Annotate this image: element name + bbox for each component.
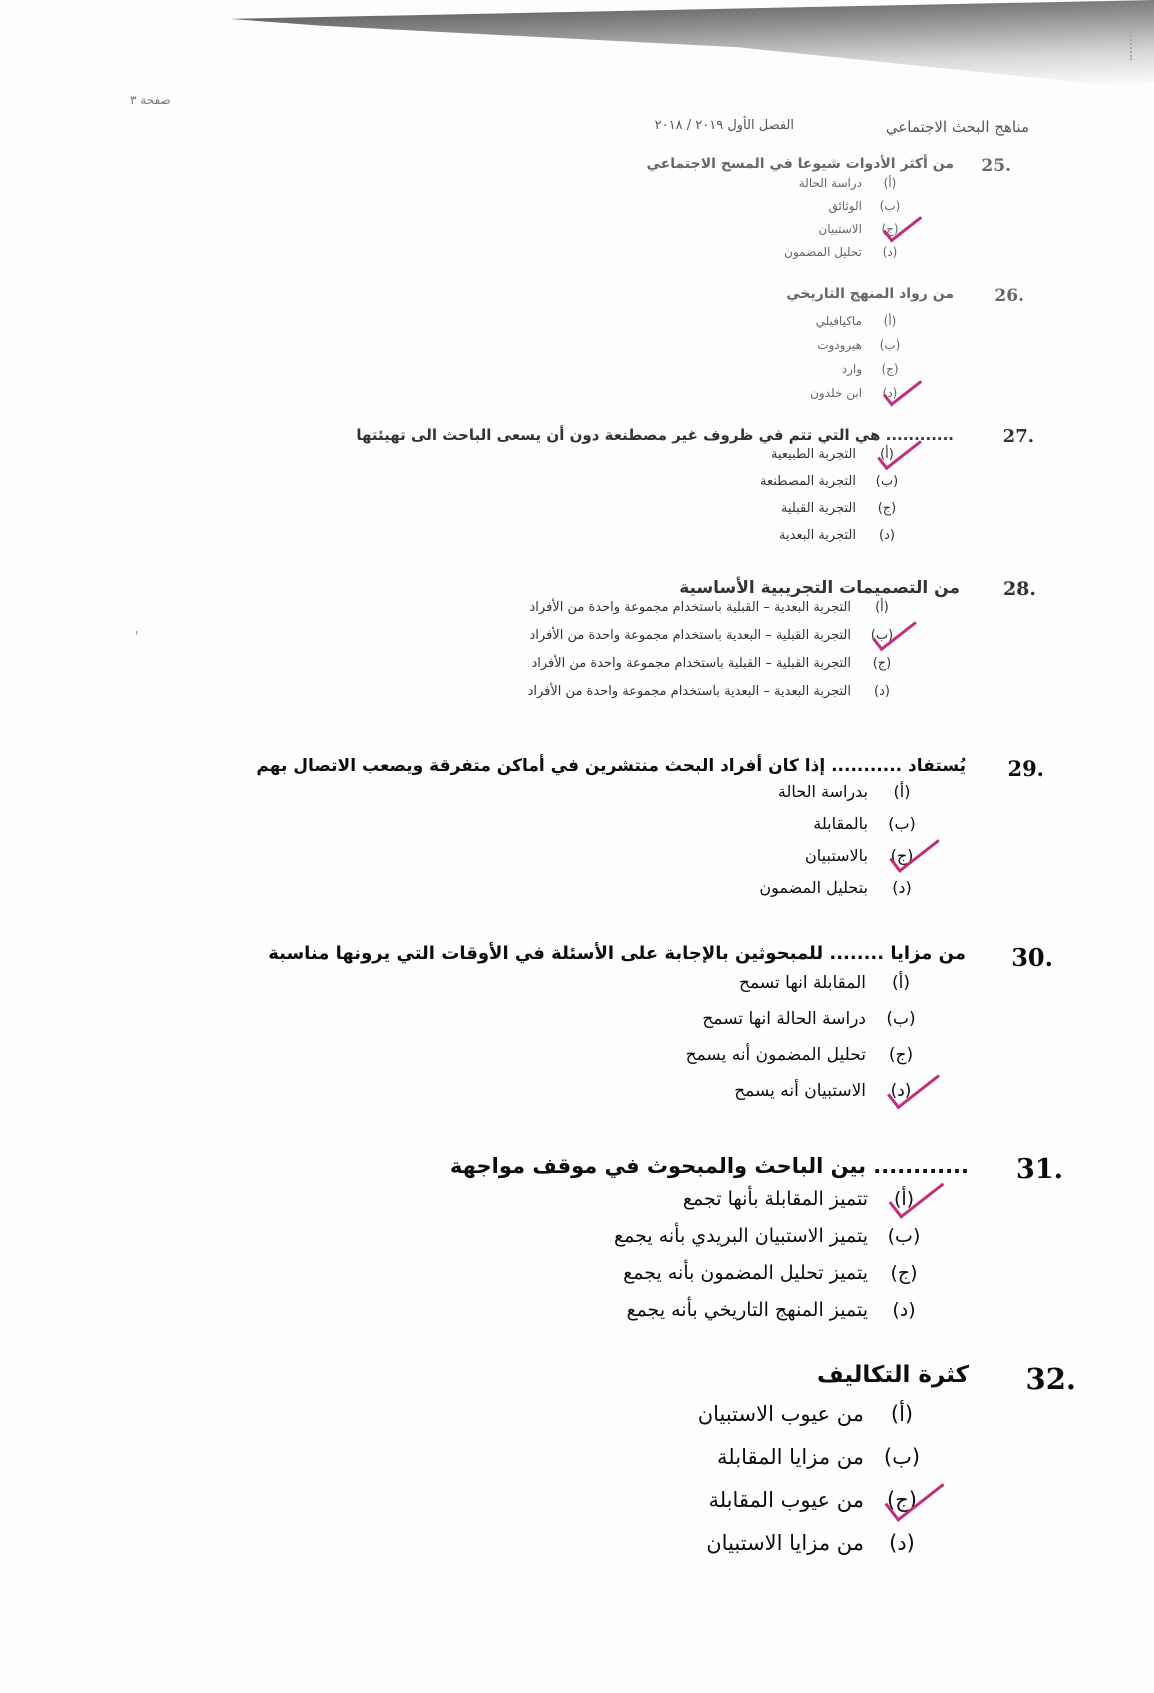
- question-stem: من التصميمات التجريبية الأساسية: [679, 578, 960, 598]
- page-header: [130, 93, 1029, 142]
- option-text: هيرودوت: [817, 338, 862, 352]
- option-letter: (ب): [886, 1009, 916, 1029]
- answer-option: [683, 1188, 926, 1210]
- answer-option: [799, 176, 904, 190]
- question-number: 28.: [1002, 578, 1036, 600]
- answer-option: [805, 846, 922, 865]
- option-letter: (ب): [879, 199, 901, 213]
- page-number: صفحة ٣: [130, 93, 171, 107]
- answer-option: [818, 222, 904, 236]
- answer-option: [813, 814, 922, 833]
- answer-option: [810, 386, 904, 400]
- option-letter: (ج): [888, 1045, 914, 1065]
- answer-option: [781, 501, 904, 516]
- answer-option: [739, 973, 922, 993]
- answer-option: [698, 1402, 926, 1426]
- option-text: من مزايا الاستبيان: [706, 1531, 864, 1555]
- option-text: تحليل المضمون أنه يسمح: [685, 1045, 866, 1065]
- option-text: الاستبيان أنه يسمح: [734, 1081, 866, 1101]
- option-text: التجربة البعدية – القبلية باستخدام مجموعة واحدة من الأفراد: [529, 600, 851, 615]
- answer-option: [708, 1488, 926, 1512]
- question-stem: ............ بين الباحث والمبحوث في موقف مواجهة: [449, 1154, 969, 1178]
- answer-option: [828, 199, 904, 213]
- option-text: التجربة الطبيعية: [770, 447, 856, 462]
- option-text: يتميز الاستبيان البريدي بأنه يجمع: [614, 1225, 868, 1247]
- answer-option: [734, 1081, 922, 1101]
- option-text: بالمقابلة: [813, 814, 868, 833]
- option-letter: (ج): [881, 362, 899, 376]
- option-text: التجربة القبلية – القبلية باستخدام مجموعة واحدة من الأفراد: [531, 656, 851, 671]
- answer-option: [779, 528, 904, 543]
- question-stem: ............ هي التي تتم في ظروف غير مصطنعة دون أن يسعى الباحث الى تهيئتها: [356, 426, 954, 444]
- option-letter: (د): [892, 1299, 916, 1321]
- answer-option: [623, 1262, 926, 1284]
- option-text: ماكيافيلي: [815, 314, 862, 328]
- option-letter: (ج): [887, 1488, 917, 1512]
- question-number: 26.: [994, 286, 1024, 306]
- option-letter: (أ): [892, 973, 910, 993]
- answer-option: [531, 656, 899, 671]
- corner-staple-mark: [1130, 20, 1146, 60]
- option-text: التجربة المصطنعة: [760, 474, 856, 489]
- answer-option: [817, 338, 904, 352]
- answer-option: [686, 1045, 922, 1065]
- answer-option: [528, 684, 899, 699]
- question-number: 31.: [1016, 1154, 1063, 1185]
- option-letter: (د): [882, 386, 898, 400]
- option-letter: (أ): [875, 600, 889, 615]
- option-letter: (ج): [877, 501, 897, 516]
- answer-option: [626, 1299, 926, 1321]
- course-title: مناهج البحث الاجتماعي: [885, 118, 1029, 136]
- question-number: 29.: [1007, 756, 1044, 781]
- question-stem: يُستفاد ........... إذا كان أفراد البحث منتشرين في أماكن متفرقة ويصعب الاتصال بهم: [256, 756, 966, 776]
- option-text: التجربة البعدية: [779, 528, 856, 543]
- option-text: بالاستبيان: [805, 846, 868, 865]
- option-letter: (ب): [887, 1225, 921, 1247]
- option-text: بدراسة الحالة: [777, 782, 868, 801]
- stray-mark: ˈ: [135, 630, 139, 645]
- option-letter: (د): [889, 1531, 915, 1555]
- option-letter: (ج): [890, 1262, 918, 1284]
- option-letter: (ب): [883, 1445, 921, 1469]
- option-text: من مزايا المقابلة: [717, 1445, 864, 1469]
- question-stem: من رواد المنهج التاريخي: [786, 286, 954, 302]
- answer-option: [530, 600, 899, 615]
- option-text: يتميز تحليل المضمون بأنه يجمع: [623, 1262, 868, 1284]
- option-text: دراسة الحالة انها تسمح: [702, 1009, 866, 1029]
- option-text: التجربة القبلية – البعدية باستخدام مجموعة واحدة من الأفراد: [529, 628, 851, 643]
- option-letter: (أ): [890, 1402, 914, 1426]
- answer-option: [614, 1225, 926, 1247]
- option-text: تحليل المضمون: [784, 245, 862, 259]
- option-letter: (ج): [881, 222, 899, 236]
- option-letter: (د): [890, 1081, 912, 1101]
- option-letter: (د): [882, 245, 898, 259]
- option-text: تتميز المقابلة بأنها تجمع: [682, 1188, 868, 1210]
- option-text: ابن خلدون: [810, 386, 862, 400]
- question-stem: كثرة التكاليف: [817, 1362, 969, 1388]
- option-letter: (ج): [890, 846, 914, 865]
- answer-option: [771, 447, 904, 462]
- question-number: 32.: [1025, 1362, 1076, 1396]
- term-label: الفصل الأول ٢٠١٩ / ٢٠١٨: [654, 118, 794, 133]
- option-letter: (ج): [872, 656, 892, 671]
- answer-option: [530, 628, 899, 643]
- option-text: يتميز المنهج التاريخي بأنه يجمع: [626, 1299, 868, 1321]
- answer-option: [760, 474, 904, 489]
- option-text: بتحليل المضمون: [759, 878, 868, 897]
- question-stem: من أكثر الأدوات شيوعا في المسح الاجتماعي: [646, 156, 954, 172]
- option-letter: (ب): [870, 628, 894, 643]
- option-letter: (ب): [888, 814, 916, 833]
- option-letter: (د): [874, 684, 890, 699]
- option-text: التجربة البعدية – البعدية باستخدام مجموعة واحدة من الأفراد: [527, 684, 851, 699]
- scanner-shadow: [230, 0, 1154, 86]
- answer-option: [706, 1531, 926, 1555]
- option-letter: (د): [879, 528, 895, 543]
- answer-option: [702, 1009, 922, 1029]
- option-letter: (د): [892, 878, 912, 897]
- option-letter: (أ): [883, 176, 897, 190]
- option-letter: (ب): [875, 474, 899, 489]
- option-text: وارد: [841, 362, 862, 376]
- question-number: 27.: [1002, 426, 1034, 447]
- option-letter: (ب): [879, 338, 901, 352]
- option-text: التجربة القبلية: [780, 501, 856, 516]
- question-number: 25.: [981, 156, 1011, 176]
- option-text: الاستبيان: [818, 222, 862, 236]
- answer-option: [816, 314, 904, 328]
- option-text: المقابلة انها تسمح: [739, 973, 866, 993]
- option-letter: (أ): [893, 1188, 915, 1210]
- question-stem: من مزايا ........ للمبحوثين بالإجابة على الأسئلة في الأوقات التي يرونها مناسبة: [268, 943, 966, 964]
- question-number: 30.: [1011, 943, 1053, 972]
- option-text: من عيوب المقابلة: [708, 1488, 864, 1512]
- option-text: من عيوب الاستبيان: [697, 1402, 864, 1426]
- answer-option: [784, 245, 904, 259]
- option-letter: (أ): [880, 447, 894, 462]
- answer-option: [842, 362, 904, 376]
- answer-option: [717, 1445, 926, 1469]
- option-text: دراسة الحالة: [798, 176, 862, 190]
- answer-option: [759, 878, 922, 897]
- option-text: الوثائق: [828, 199, 862, 213]
- option-letter: (أ): [883, 314, 897, 328]
- option-letter: (أ): [893, 782, 911, 801]
- answer-option: [778, 782, 922, 801]
